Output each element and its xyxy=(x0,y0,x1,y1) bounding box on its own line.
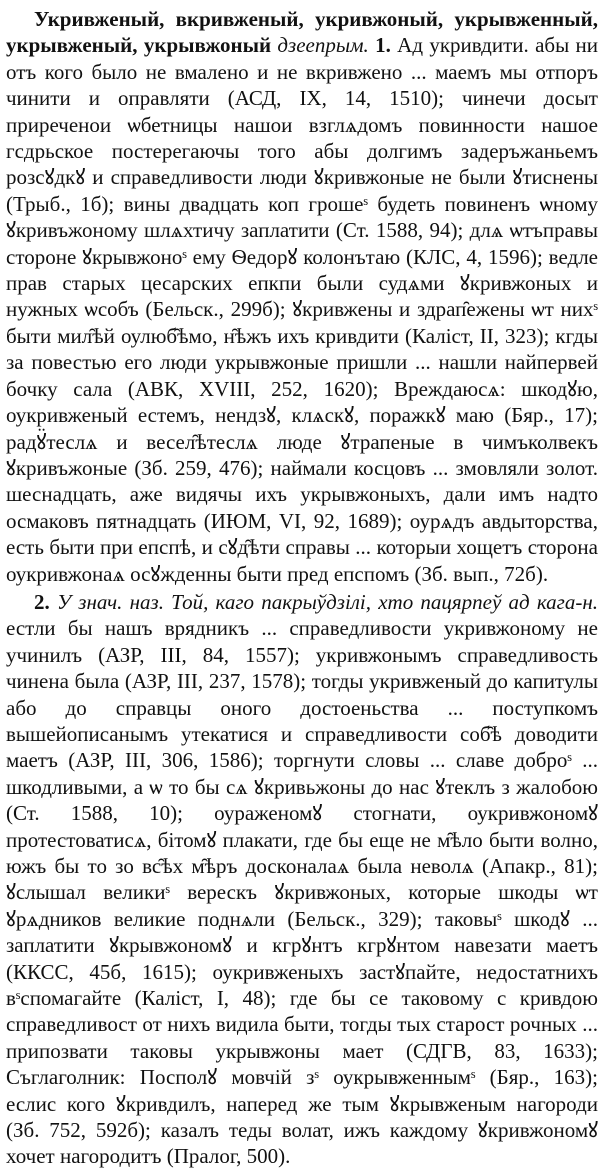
sense-1-number: 1. xyxy=(375,33,391,58)
entry-headword: Укривженый, вкривженый, укривжоный, укрывженный, укрывженый, укрывжоный xyxy=(6,7,598,58)
sense-2-definition: У знач. наз. Той, каго пакрыўдзілі, хто пацярпеў ад кага-н. xyxy=(56,589,599,614)
entry-sense-1 xyxy=(6,6,598,587)
sense-2-number: 2. xyxy=(34,589,50,614)
sense-1-definition: Ад укривдити. xyxy=(397,33,529,58)
sense-2-citations: естли бы нашъ врядникъ ... справедливости укривжоному не учинилъ (АЗР, III, 84, 1557); укривжонымъ справедливость чинена была (АЗР, III, 237, 1578); тогды укривженый до капитулы або до справцы оного достоеньства ... поступкомъ вышейописанымъ утекатися и справедливости соб̑ѣ доводити маетъ (АЗР, III, 306, 1586); торгнути словы ... славе доброˢ ... шкодливыми, а ѡ то бы сѧ ꙋкривьжоны до нас ꙋтеклъ з жалобою (Ст. 1588, 10); оураженомꙋ стогнати, оукривжономꙋ протестоватисѧ, бітомꙋ плакати, где бы еще не м̑ѣло быти волно, южъ бы то зо вс̑ѣх м̑ѣръ досконалаѧ была неволѧ (Апакр., 81); ꙋслышал великиˢ верескъ ꙋкривжоных, которые шкоды ѡт ꙋрѧдников великие поднѧли (Бельск., 329); таковыˢ шкодꙋ ... заплатити ꙋкрывжономꙋ и кгрꙋнтъ кгрꙋнтом навезати маетъ (ККСС, 45б, 1615); оукривженыхъ застꙋпайте, недостатнихъ вˢспомагайте (Каліст, I, 48); где бы се таковому с кривдою справедливост от нихъ видила быти, тогды тых старост рочных ... припозвати таковы укрывжоны мает (СДГВ, 83, 1633); Съглаголник: Посполꙋ мовчій зˢ оукрывженнымˢ (Бяр., 163); еслис кого ꙋкривдилъ, наперед же тым ꙋкрывженым нагороди (Зб. 752, 592б); казалъ теды волат, ижъ каждому ꙋкривжономꙋ хочет нагородитъ (Пралог, 500). xyxy=(6,616,598,1169)
grammar-label: дзеепрым. xyxy=(277,33,369,58)
sense-1-citations: абы ни отъ кого было не вмалено и не вкривжено ... маемъ мы отпоръ чинити и оправляти (АСД, IX, 14, 1510); чинечи досыт приреченои ѡбетницы нашои взглѧдомъ повинности нашое гсдрьское постерегаючы того абы долгимъ задеръжаньемъ розсꙋдкꙋ и справедливости люди ꙋкривжоные не были ꙋтиснены (Трыб., 1б); вины двадцать коп грошеˢ будеть повиненъ ѡному ꙋкривъжоному шлѧхтичу заплатити (Ст. 1588, 94); длѧ ѡтъправы стороне ꙋкрывжоноˢ ему Ѳедорꙋ колонътаю (КЛС, 4, 1596); ведле прав старых цесарских епкпи были судѧми ꙋкривжоных и нужных ѡсобъ (Бельск., 299б); ꙋкривжены и здрап̑ежены ѡт нихˢ быти мил̑ѣй оулюб̑ѣмо, н̑ѣжъ ихъ кривдити (Каліст, II, 323); кгды за повестью его люди укрывжоные пришли ... нашли найпервей бочку сала (АВК, XVIII, 252, 1620); Вреждаюсѧ: шкодꙋю, оукривженый естемъ, нендзꙋ, клѧскꙋ, поражкꙋ маю (Бяр., 17); радꙋ̈теслѧ и весел̑ѣтеслѧ люде ꙋтрапеные в чимъколвекъ ꙋкривъжоные (Зб. 259, 476); наймали косцовъ ... змовляли золот. шеснадцать, аже видячы ихъ укрывжоныхъ, дали имъ надто осмаковъ пятнадцать (ИЮМ, VI, 92, 1689); оурѧдъ авдыторства, есть быти при епспѣ, и сꙋд̑ѣти справы ... которыи хощетъ сторона оукривжонаѧ осꙋжденны быти пред епспомъ (Зб. вып., 72б). xyxy=(6,33,599,586)
entry-sense-2 xyxy=(6,589,598,1170)
